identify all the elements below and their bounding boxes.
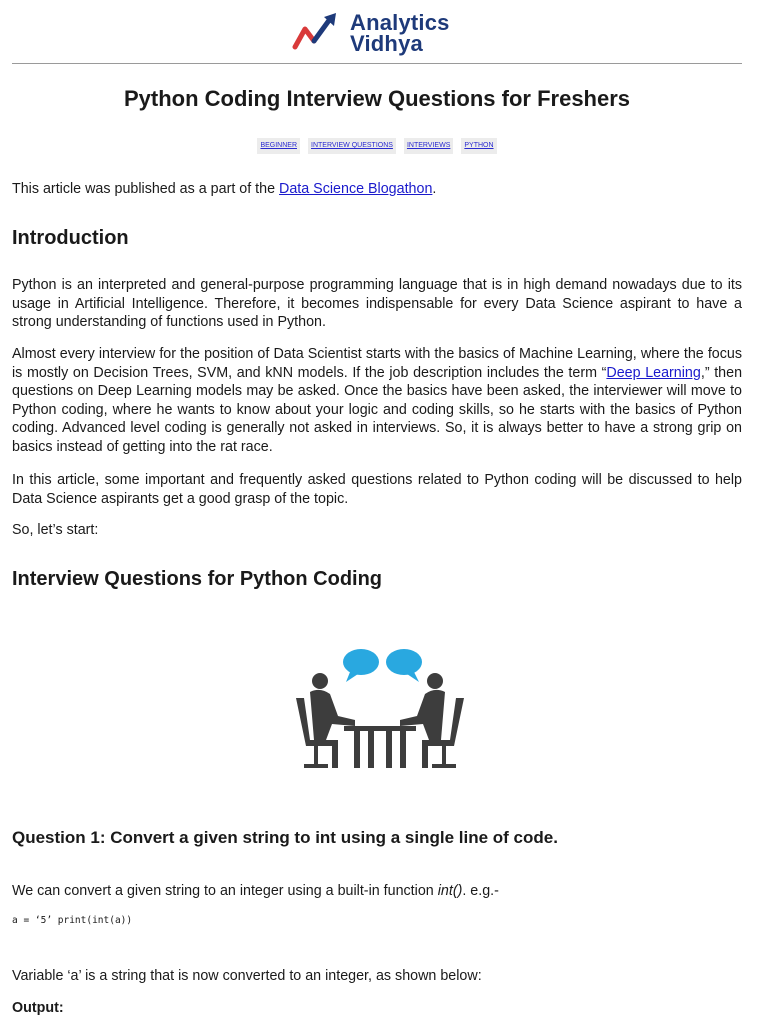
question-1-explanation: Variable ‘a’ is a string that is now converted to an integer, as shown below: xyxy=(12,968,482,984)
int-function: int() xyxy=(437,883,463,899)
intro-paragraph-4: So, let’s start: xyxy=(12,522,99,538)
question-1-text xyxy=(12,882,742,901)
intro-paragraph-1: Python is an interpreted and general-purpose programming language that is in high demand nowadays due to its usage in Artificial Intelligence. Therefore, it becomes indispensable for every Data Science aspirant to have a strong understanding of functions used in Python. xyxy=(12,277,742,331)
intro-paragraph-3: In this article, some important and frequently asked questions related to Python coding will be discussed to help Data Science aspirants get a good grasp of the topic. xyxy=(12,472,742,507)
intro-paragraph-2 xyxy=(12,345,742,457)
code-snippet: a = ‘5’ print(int(a)) xyxy=(12,915,133,926)
interview-illustration-icon xyxy=(280,640,480,775)
question-1-heading: Question 1: Convert a given string to int using a single line of code. xyxy=(12,828,558,847)
deep-learning-link[interactable]: Deep Learning xyxy=(606,364,701,381)
logo-line-1: Analytics xyxy=(350,10,450,35)
logo-line-2: Vidhya xyxy=(350,31,423,56)
blogathon-text: This article was published as a part of the xyxy=(12,181,280,197)
tag-interview-questions[interactable]: INTERVIEW QUESTIONS xyxy=(308,138,396,154)
output-label: Output: xyxy=(12,1000,64,1016)
site-logo[interactable] xyxy=(292,8,492,58)
tag-interviews[interactable]: INTERVIEWS xyxy=(404,138,453,154)
logo-arrow-icon xyxy=(292,11,344,55)
blogathon-note xyxy=(12,180,742,199)
intro-p2-start: Almost every interview for the position of Data Scientist starts with the basics of Machine Learning, where the focus is mostly on Decision Trees, SVM, and kNN models. If the job description includes the term “ xyxy=(12,346,742,381)
tag-list xyxy=(12,138,742,154)
header-divider xyxy=(12,63,742,64)
section-heading: Interview Questions for Python Coding xyxy=(12,568,383,590)
tag-beginner[interactable]: BEGINNER xyxy=(257,138,300,154)
intro-heading: Introduction xyxy=(12,227,129,249)
tag-python[interactable]: PYTHON xyxy=(461,138,496,154)
interview-illustration xyxy=(280,640,480,775)
logo-wordmark xyxy=(350,12,450,54)
q1-text-start: We can convert a given string to an integer using a built-in function xyxy=(12,883,438,899)
intro-p2-rest: ,” then questions on Deep Learning models may be asked. Once the basics have been asked, the interviewer will move to Python coding, where he wants to know about your logic and coding skills, so he starts with the basics of Python coding. Advanced level coding is generally not asked in interviews. So, it is always better to have a strong grip on basics instead of getting into the rat race. xyxy=(12,364,743,455)
blogathon-link[interactable]: Data Science Blogathon xyxy=(279,181,433,197)
q1-text-end: . e.g.- xyxy=(462,883,499,899)
blogathon-end: . xyxy=(432,181,437,197)
article-title: Python Coding Interview Questions for Freshers xyxy=(123,86,631,111)
